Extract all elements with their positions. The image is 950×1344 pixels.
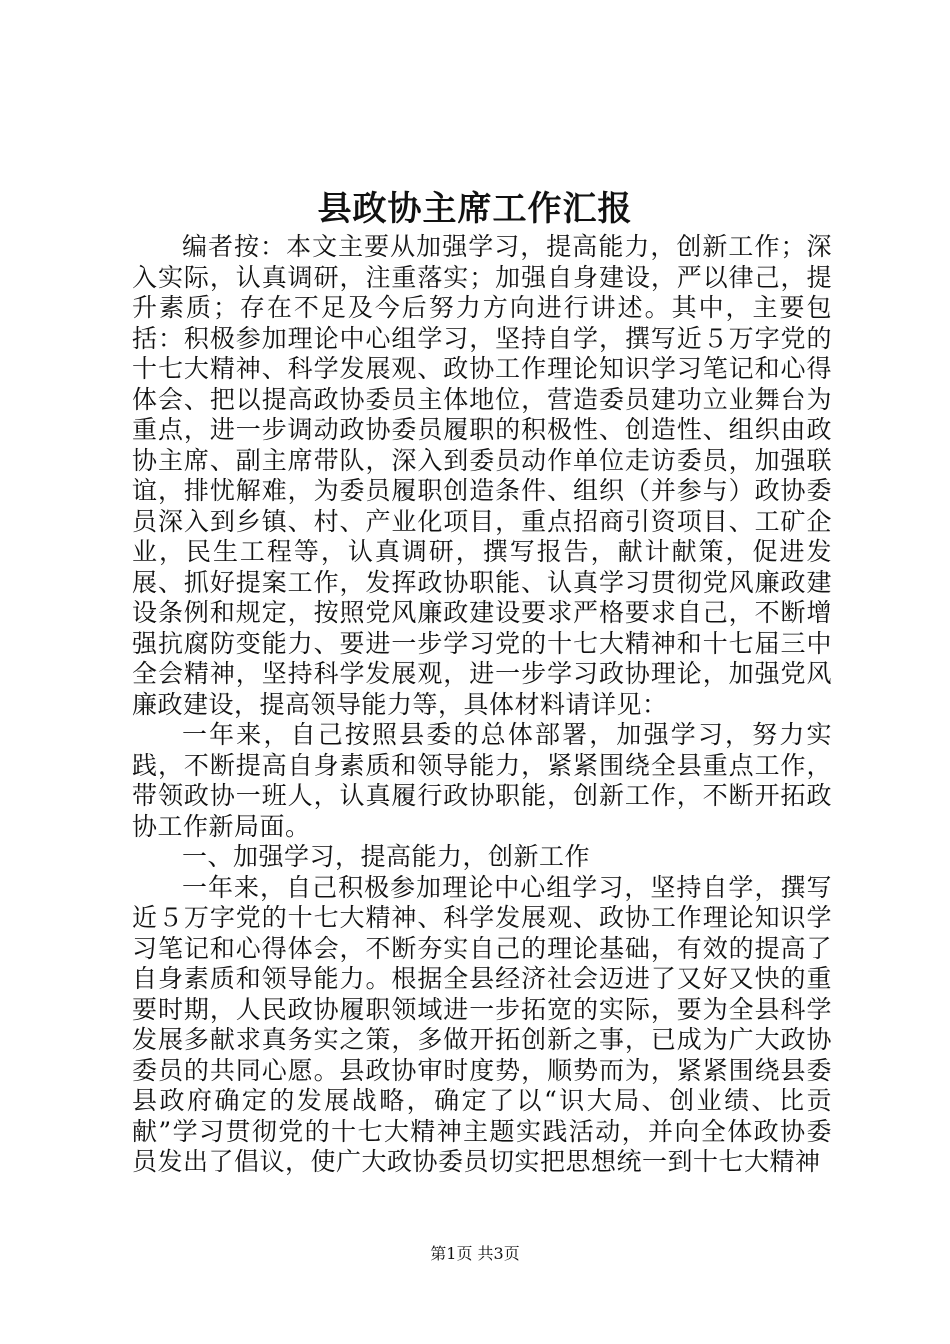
section-heading: 一、加强学习，提高能力，创新工作 (182, 842, 591, 871)
document-body (132, 232, 832, 1178)
document-title: 县政协主席工作汇报 (317, 189, 633, 229)
editor-note-paragraph: 编者按：本文主要从加强学习，提高能力，创新工作；深入实际，认真调研，注重落实；加强自身建设，严以律己，提升素质；存在不足及今后努力方向进行讲述。其中，主要包括：积极参加理论中心组学习，坚持自学，撰写近５万字党的十七大精神、科学发展观、政协工作理论知识学习笔记和心得体会、把以提高政协委员主体地位，营造委员建功立业舞台为重点，进一步调动政协委员履职的积极性、创造性、组织由政协主席、副主席带队，深入到委员动作单位走访委员，加强联谊，排忧解难，为委员履职创造条件、组织（并参与）政协委员深入到乡镇、村、产业化项目，重点招商引资项目、工矿企业，民生工程等，认真调研，撰写报告，献计献策，促进发展、抓好提案工作，发挥政协职能、认真学习贯彻党风廉政建设条例和规定，按照党风廉政建设要求严格要求自己，不断增强抗腐防变能力、要进一步学习党的十七大精神和十七届三中全会精神，坚持科学发展观，进一步学习政协理论，加强党风廉政建设，提高领导能力等，具体材料请详见： (132, 232, 832, 719)
intro-paragraph: 一年来，自己按照县委的总体部署，加强学习，努力实践，不断提高自身素质和领导能力，紧紧围绕全县重点工作，带领政协一班人，认真履行政协职能，创新工作，不断开拓政协工作新局面。 (132, 720, 832, 841)
section-paragraph: 一年来，自己积极参加理论中心组学习，坚持自学，撰写近５万字党的十七大精神、科学发展观、政协工作理论知识学习笔记和心得体会，不断夯实自己的理论基础，有效的提高了自身素质和领导能力。根据全县经济社会迈进了又好又快的重要时期，人民政协履职领域进一步拓宽的实际，要为全县科学发展多献求真务实之策，多做开拓创新之事，已成为广大政协委员的共同心愿。县政协审时度势，顺势而为，紧紧围绕县委县政府确定的发展战略，确定了以“识大局、创业绩、比贡献”学习贯彻党的十七大精神主题实践活动，并向全体政协委员发出了倡议，使广大政协委员切实把思想统一到十七大精神 (132, 872, 832, 1176)
page-number-footer: 第1页 共3页 (430, 1244, 520, 1263)
